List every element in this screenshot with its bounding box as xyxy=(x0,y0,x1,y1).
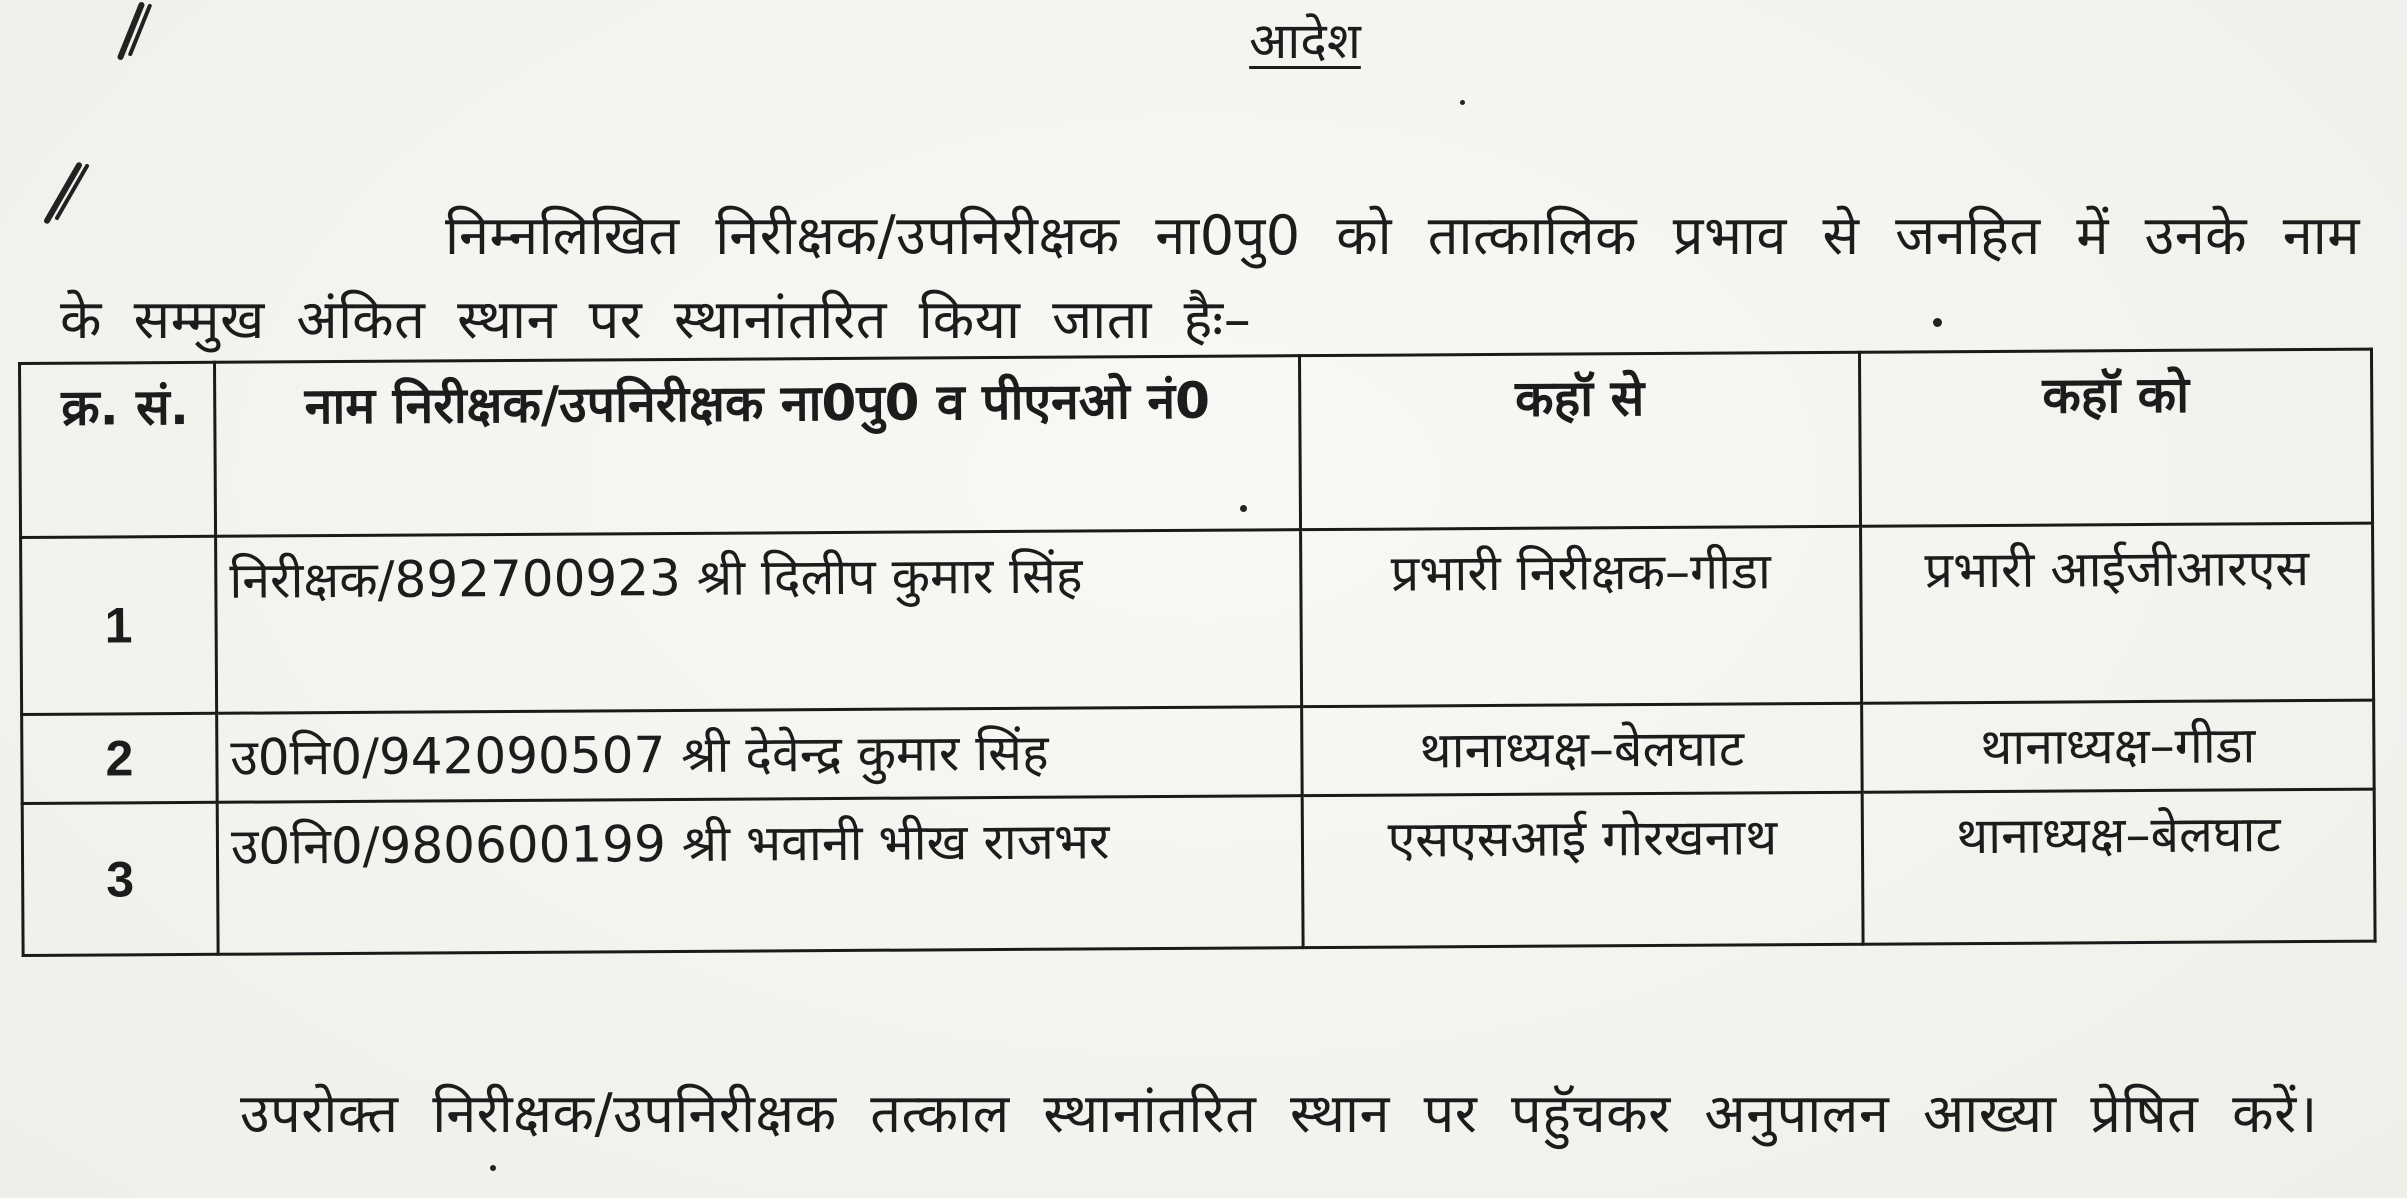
row-serial: 1 xyxy=(21,536,217,714)
row-serial: 2 xyxy=(22,713,218,804)
table-header-row xyxy=(20,349,2373,537)
row-officer-name: उ0नि0/980600199 श्री भवानी भीख राजभर xyxy=(217,796,1303,954)
row-officer-name: निरीक्षक/892700923 श्री दिलीप कुमार सिंह xyxy=(216,529,1302,712)
row-serial: 3 xyxy=(22,803,218,956)
row-from-location: प्रभारी निरीक्षक–गीडा xyxy=(1301,526,1862,706)
header-serial: क्र. सं. xyxy=(20,362,216,537)
row-from-location: थानाध्यक्ष–बेलघाट xyxy=(1302,703,1863,796)
row-from-location: एसएसआई गोरखनाथ xyxy=(1302,793,1863,948)
ink-dot xyxy=(490,1165,496,1171)
closing-paragraph: उपरोक्त निरीक्षक/उपनिरीक्षक तत्काल स्थानांतरित स्थान पर पहुॅचकर अनुपालन आख्या प्रेषित करें। xyxy=(240,1082,2318,1145)
table-row xyxy=(22,790,2375,956)
order-title: आदेश xyxy=(1249,12,1361,70)
row-officer-name: उ0नि0/942090507 श्री देवेन्द्र कुमार सिंह xyxy=(217,706,1303,803)
header-name: नाम निरीक्षक/उपनिरीक्षक ना0पु0 व पीएनओ नं0 xyxy=(215,356,1301,536)
intro-paragraph: निम्नलिखित निरीक्षक/उपनिरीक्षक ना0पु0 को तात्कालिक प्रभाव से जनहित में उनके नाम के सम्मुख अंकित स्थान पर स्थानांतरित किया जाता हैः– xyxy=(60,204,2360,351)
row-to-location: थानाध्यक्ष–गीडा xyxy=(1862,700,2375,793)
table-row xyxy=(22,700,2375,804)
transfer-table xyxy=(18,348,2377,957)
table-row xyxy=(21,523,2374,714)
header-to: कहॉ को xyxy=(1859,349,2372,526)
ink-dot xyxy=(1460,100,1465,105)
row-to-location: प्रभारी आईजीआरएस xyxy=(1861,523,2374,703)
header-from: कहॉ से xyxy=(1299,352,1860,529)
row-to-location: थानाध्यक्ष–बेलघाट xyxy=(1862,790,2375,945)
